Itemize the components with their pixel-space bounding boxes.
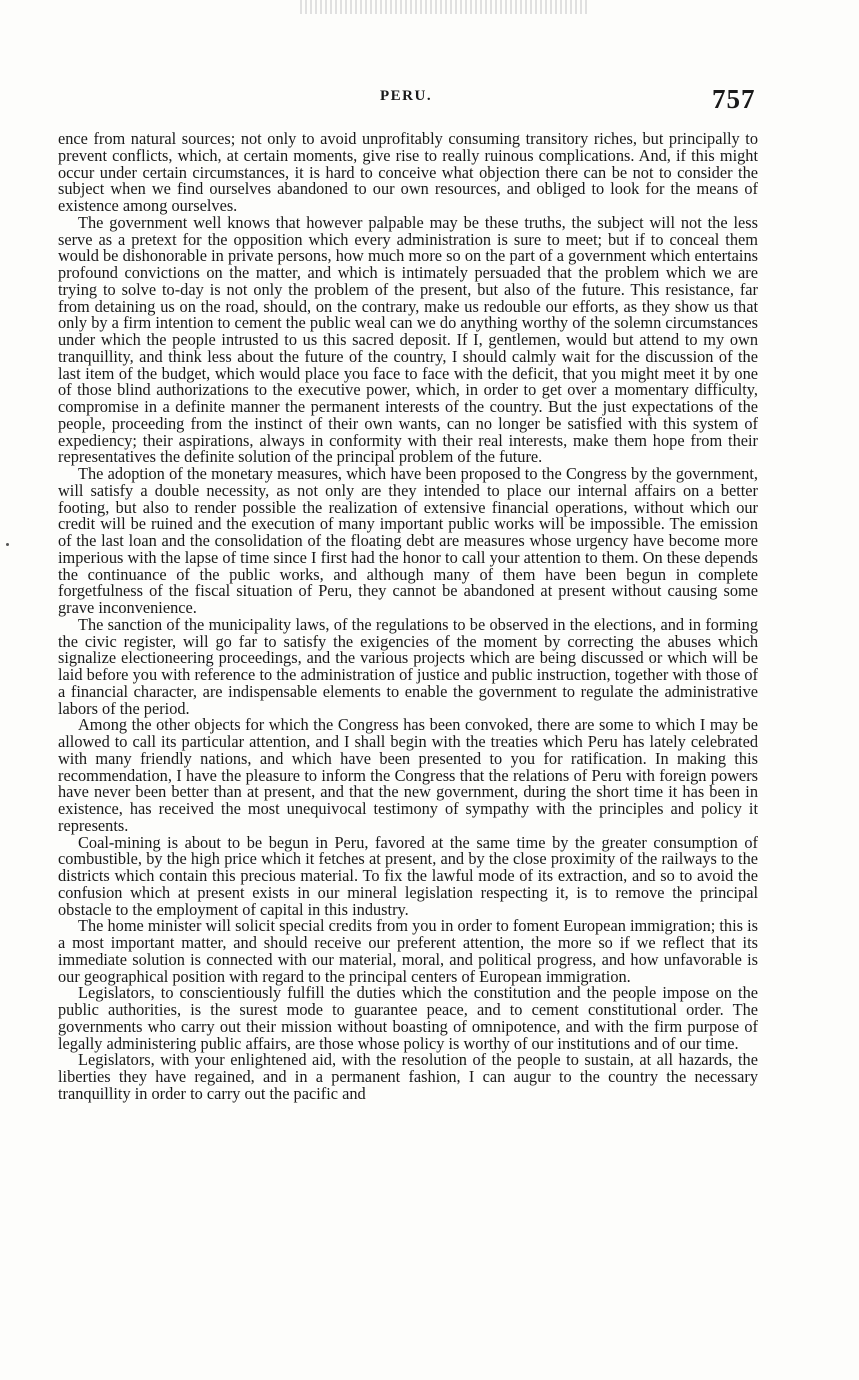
running-head [58,88,755,114]
paragraph-coal-mining: Coal-mining is about to be begun in Peru, favored at the same time by the greater consumption of combustible, by the high price which it fetches at present, and by the close proximity of the railways to the districts which contain this precious material. To fix the lawful mode of its extraction, and so to avoid the confusion which at present exists in our mineral legislation respecting it, is to remove the principal obstacle to the employment of capital in this industry. [58,832,758,919]
paragraph-monetary-measures: The adoption of the monetary measures, which have been proposed to the Congress by the government, will satisfy a double necessity, as not only are they intended to place our internal affairs on a better footing, but also to render possible the realization of extensive financial operations, without which our credit will be ruined and the execution of many important public works will be impossible. The emission of the last loan and the consolidation of the floating debt are measures whose urgency have become more imperious with the lapse of time since I first had the honor to call your attention to them. On these depends the continuance of the public works, and although many of them have been begun in complete forgetfulness of the fiscal situation of Peru, they cannot be abandoned at present without causing some grave inconvenience. [58,464,758,617]
running-title: PERU. [380,88,433,104]
paragraph-immigration: The home minister will solicit special credits from you in order to foment European immigration; this is a most important matter, and should receive our preferent attention, the more so if we reflect that its immediate solution is connected with our material, moral, and political progress, and how unfavorable is our geographical position with regard to the principal centers of European immigration. [58,916,758,986]
paragraph-continuation: ence from natural sources; not only to avoid unprofitably consuming transitory riches, but principally to prevent conflicts, which, at certain moments, give rise to really ruinous complications. And, if this might occur under certain circumstances, it is hard to conceive what objection there can be not to consider the subject when we find ourselves abandoned to our own resources, and obliged to look for the means of existence among ourselves. [58,129,758,215]
scan-edge-noise [300,0,590,14]
body-text [58,131,758,1103]
paragraph-legislators-duties: Legislators, to conscientiously fulfill the duties which the constitution and the people impose on the public authorities, is the surest mode to guarantee peace, and to cement constitutional order. The governments who carry out their mission without boasting of omnipotence, and with the firm purpose of legally administering public affairs, are those whose policy is worthy of our institutions and of our time. [58,983,758,1053]
paragraph-municipality-laws: The sanction of the municipality laws, of the regulations to be observed in the elections, and in forming the civic register, will go far to satisfy the exigencies of the moment by correcting the abuses which signalize electioneering proceedings, and the various projects which are being discussed or which will be laid before you with reference to the administration of justice and public instruction, together with those of a financial character, are indispensable elements to enable the government to regulate the administrative labors of the period. [58,614,758,718]
stray-mark [6,543,9,546]
paragraph-government-truths: The government well knows that however palpable may be these truths, the subject will not the less serve as a pretext for the opposition which every administration is sure to meet; but if to conceal them would be dishonorable in private persons, how much more so on the part of a government which entertains profound convictions on the matter, and which is intimately persuaded that the problem which we are trying to solve to-day is not only the problem of the present, but also of the future. This resistance, far from detaining us on the road, should, on the contrary, make us redouble our efforts, as they show us that only by a firm intention to cement the public weal can we do anything worthy of the solemn circumstances under which the people intrusted to us this sacred deposit. If I, gentlemen, would but attend to my own tranquillity, and think less about the future of the country, I should calmly wait for the discussion of the last item of the budget, which would place you face to face with the deficit, that you might meet it by one of those blind authorizations to the executive power, which, in order to get over a momentary difficulty, compromise in a definite manner the permanent interests of the country. But the just expectations of the people, proceeding from the instinct of their own wants, can no longer be satisfied with this system of expediency; their aspirations, always in conformity with their real interests, make them hope from their representatives the definite solution of the principal problem of the future. [58,212,758,467]
paragraph-treaties: Among the other objects for which the Congress has been convoked, there are some to which I may be allowed to call its particular attention, and I shall begin with the treaties which Peru has lately celebrated with many friendly nations, and which have been presented to you for ratification. In making this recommendation, I have the pleasure to inform the Congress that the relations of Peru with foreign powers have never been better than at present, and that the new government, during the short time it has been in existence, has received the most unequivocal testimony of sympathy with the principles and policy it represents. [58,715,758,835]
page-number: 757 [712,84,756,114]
paragraph-legislators-aid: Legislators, with your enlightened aid, with the resolution of the people to sustain, at all hazards, the liberties they have regained, and in a permanent fashion, I can augur to the country the necessary tranquillity in order to carry out the pacific and [58,1050,758,1103]
